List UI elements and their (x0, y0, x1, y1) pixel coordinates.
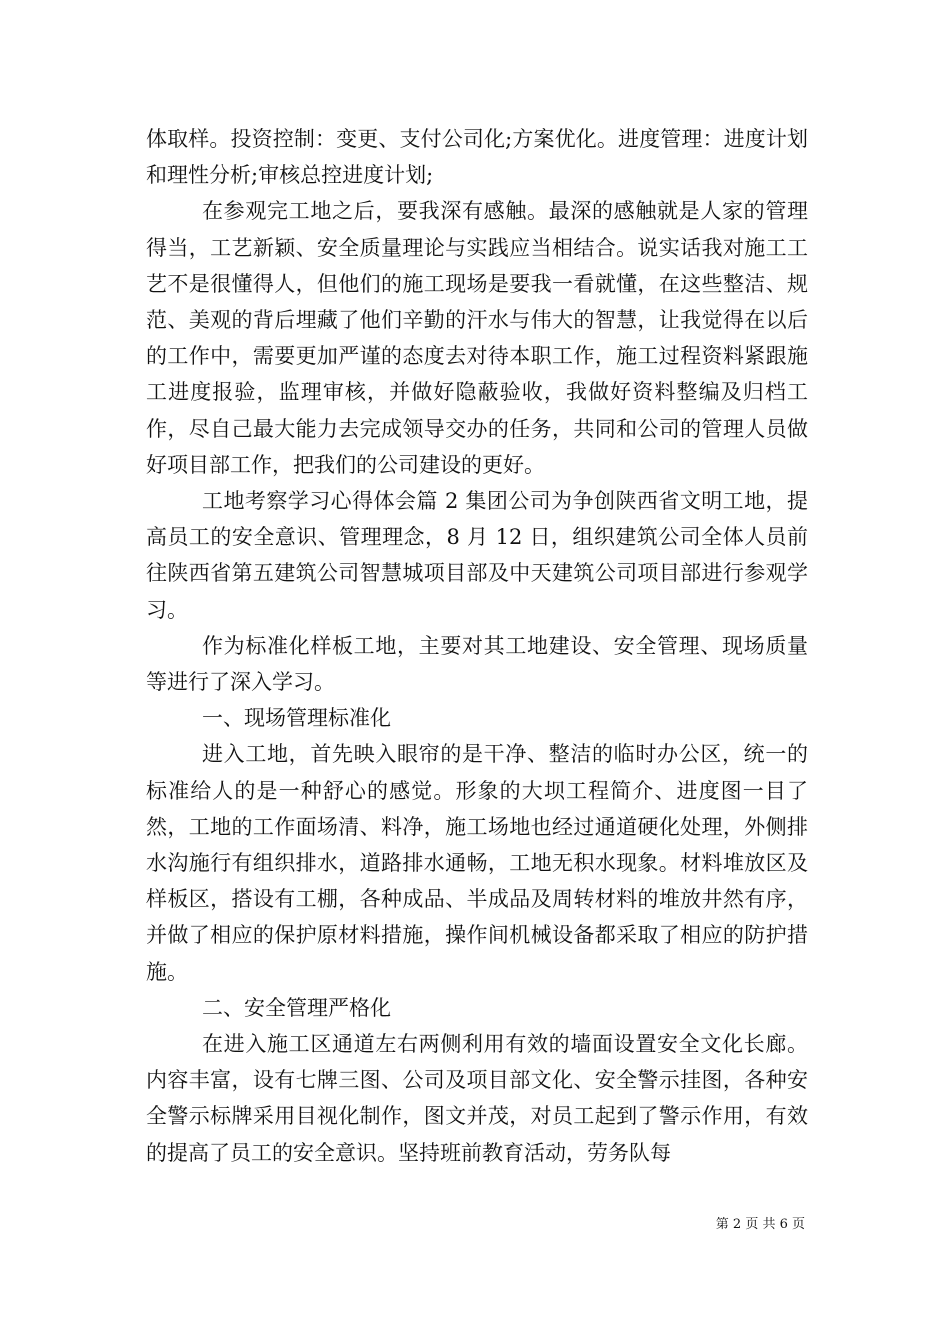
paragraph-3: 工地考察学习心得体会篇 2 集团公司为争创陕西省文明工地，提高员工的安全意识、管理理念，8 月 12 日，组织建筑公司全体人员前往陕西省第五建筑公司智慧城项目部及中天建筑公司项目部进行参观学习。 (146, 489, 808, 622)
section-heading-1: 一、现场管理标准化 (202, 706, 391, 731)
document-body (146, 121, 808, 1171)
section-heading-2: 二、安全管理严格化 (202, 995, 391, 1020)
paragraph-4: 作为标准化样板工地，主要对其工地建设、安全管理、现场质量等进行了深入学习。 (146, 633, 808, 695)
paragraph-2: 在参观完工地之后，要我深有感触。最深的感触就是人家的管理得当，工艺新颖、安全质量理论与实践应当相结合。说实话我对施工工艺不是很懂得人，但他们的施工现场是要我一看就懂，在这些整洁、规范、美观的背后埋藏了他们辛勤的汗水与伟大的智慧，让我觉得在以后的工作中，需要更加严谨的态度去对待本职工作，施工过程资料紧跟施工进度报验，监理审核，并做好隐蔽验收，我做好资料整编及归档工作，尽自己最大能力去完成领导交办的任务，共同和公司的管理人员做好项目部工作，把我们的公司建设的更好。 (146, 199, 808, 477)
paragraph-1: 体取样。投资控制：变更、支付公司化;方案优化。进度管理：进度计划和理性分析;审核总控进度计划; (146, 127, 808, 188)
paragraph-6: 在进入施工区通道左右两侧利用有效的墙面设置安全文化长廊。内容丰富，设有七牌三图、公司及项目部文化、安全警示挂图，各种安全警示标牌采用目视化制作，图文并茂，对员工起到了警示作用，有效的提高了员工的安全意识。坚持班前教育活动，劳务队每 (146, 1032, 808, 1165)
page-number-footer: 第 2 页 共 6 页 (715, 1217, 805, 1232)
paragraph-5: 进入工地，首先映入眼帘的是干净、整洁的临时办公区，统一的标准给人的是一种舒心的感觉。形象的大坝工程简介、进度图一目了然，工地的工作面场清、料净，施工场地也经过通道硬化处理，外侧排水沟施行有组织排水，道路排水通畅，工地无积水现象。材料堆放区及样板区，搭设有工棚，各种成品、半成品及周转材料的堆放井然有序，并做了相应的保护原材料措施，操作间机械设备都采取了相应的防护措施。 (146, 742, 808, 984)
